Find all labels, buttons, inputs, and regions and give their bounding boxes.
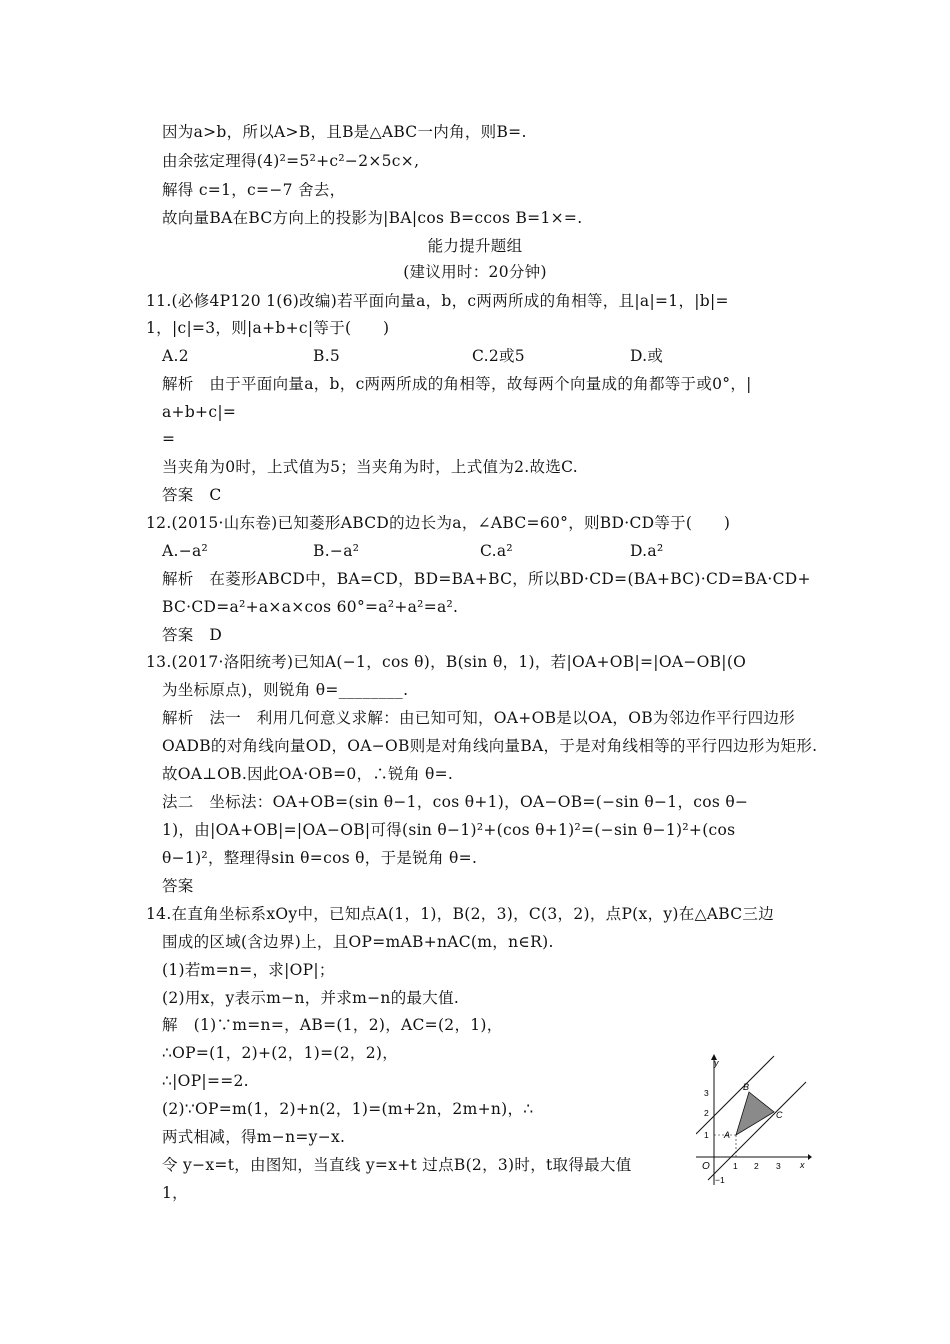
solution-line: OADB的对角线向量OD，OA−OB则是对角线向量BA，于是对角线相等的平行四边形为矩形. [162,737,818,755]
text-line: 解得 c=1，c=−7 舍去， [162,181,346,199]
solution-line: ∴|OP|==2. [162,1072,249,1090]
option-a: A.2 [162,347,189,365]
option-b: B.5 [313,347,341,365]
solution-line: 法二 坐标法：OA+OB=(sin θ−1，cos θ+1)，OA−OB=(−sin θ−1，cos θ− [162,793,749,811]
answer-line: 答案 [162,877,194,895]
point-c-label: C [776,1110,783,1120]
text-line: 故向量BA在BC方向上的投影为|BA|cos B=ccos B=1×=. [162,209,583,227]
option-d: D.a² [630,542,664,560]
section-title: 能力提升题组 [427,237,523,255]
y-tick: −1 [715,1175,725,1185]
triangle-abc [736,1092,774,1135]
question-12-line: 12.(2015·山东卷)已知菱形ABCD的边长为a，∠ABC=60°，则BD·CD等于( ) [146,514,731,532]
solution-line: 解析 在菱形ABCD中，BA=CD，BD=BA+BC，所以BD·CD=(BA+BC)·CD=BA·CD+ [162,570,811,588]
y-tick: 2 [704,1108,709,1118]
solution-line: 解 (1)∵m=n=，AB=(1，2)，AC=(2，1)， [162,1016,503,1034]
solution-line: BC·CD=a²+a×a×cos 60°=a²+a²=a². [162,598,459,616]
option-d: D.或 [630,347,664,365]
solution-line: (2)∵OP=m(1，2)+n(2，1)=(m+2n，2m+n)，∴ [162,1100,534,1118]
question-14-line: 14.在直角坐标系xOy中，已知点A(1，1)，B(2，3)，C(3，2)，点P(x，y)在△ABC三边 [146,905,775,923]
solution-line: a+b+c|= [162,403,237,421]
question-14-line: (1)若m=n=，求|OP|； [162,961,335,979]
question-14-line: 围成的区域(含边界)上，且OP=mAB+nAC(m，n∈R). [162,933,554,951]
y-axis-label: y [714,1058,719,1068]
solution-line: 两式相减，得m−n=y−x. [162,1128,346,1146]
x-axis-arrow [808,1154,812,1160]
x-tick: 2 [754,1161,759,1171]
solution-line: 令 y−x=t，由图知，当直线 y=x+t 过点B(2，3)时，t取得最大值 [162,1156,632,1174]
x-axis-label: x [800,1160,805,1170]
origin-label: O [702,1161,710,1172]
solution-line: 故OA⊥OB.因此OA·OB=0，∴锐角 θ=. [162,765,454,783]
solution-line: 解析 由于平面向量a，b，c两两所成的角相等，故每两个向量成的角都等于或0°，| [162,375,752,393]
x-tick: 3 [776,1161,781,1171]
question-11-line: 11.(必修4P120 1(6)改编)若平面向量a，b，c两两所成的角相等，且|a|=1，|b|= [146,292,729,310]
solution-line: 解析 法一 利用几何意义求解：由已知可知，OA+OB是以OA，OB为邻边作平行四边形 [162,709,796,727]
text-line: 因为a>b，所以A>B，且B是△ABC一内角，则B=. [162,123,527,141]
option-b: B.−a² [313,542,360,560]
x-tick: 1 [733,1161,738,1171]
solution-line: = [162,430,176,448]
section-subtitle: (建议用时：20分钟) [403,263,547,281]
question-11-line: 1，|c|=3，则|a+b+c|等于( ) [146,319,390,337]
question-13-line: 13.(2017·洛阳统考)已知A(−1，cos θ)，B(sin θ，1)，若|OA+OB|=|OA−OB|(O [146,653,747,671]
y-tick: 3 [704,1088,709,1098]
text-line: 由余弦定理得(4)²=5²+c²−2×5c×, [162,152,420,170]
point-b-label: B [743,1082,750,1092]
region-figure [696,1052,812,1187]
solution-line: 1)，由|OA+OB|=|OA−OB|可得(sin θ−1)²+(cos θ+1)²=(−sin θ−1)²+(cos [162,821,736,839]
solution-line: ∴OP=(1，2)+(2，1)=(2，2)， [162,1044,399,1062]
y-tick: 1 [704,1130,709,1140]
question-14-line: (2)用x，y表示m−n，并求m−n的最大值. [162,989,460,1007]
solution-line: 1， [162,1184,188,1202]
answer-line: 答案 C [162,486,222,504]
solution-line: θ−1)²，整理得sin θ=cos θ，于是锐角 θ=. [162,849,478,867]
solution-line: 当夹角为0时，上式值为5；当夹角为时，上式值为2.故选C. [162,458,578,476]
option-a: A.−a² [162,542,209,560]
option-c: C.2或5 [472,347,525,365]
option-c: C.a² [480,542,513,560]
question-13-line: 为坐标原点)，则锐角 θ=________. [162,681,409,699]
point-a-label: A [724,1130,731,1140]
answer-line: 答案 D [162,626,223,644]
